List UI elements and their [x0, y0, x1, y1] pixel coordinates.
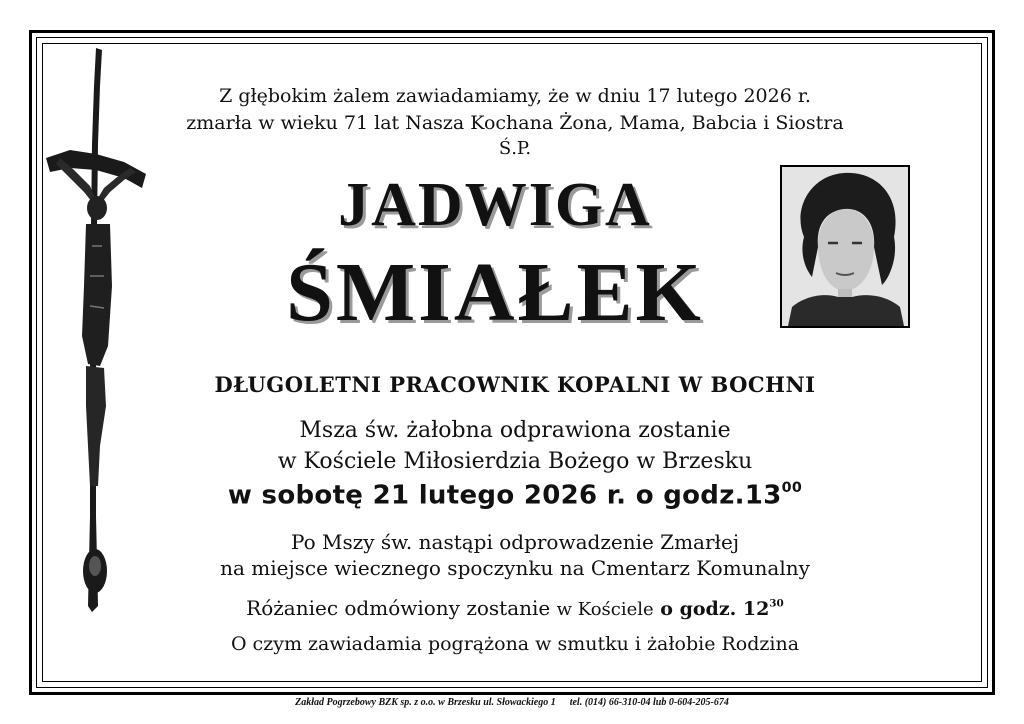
after-mass-line-2: na miejsce wiecznego spoczynku na Cmentarz Komunalny — [220, 556, 810, 580]
mass-date-minutes: 00 — [781, 480, 803, 496]
rosary-time-text: o godz. 12 — [653, 598, 770, 620]
after-mass-line-1: Po Mszy św. nastąpi odprowadzenie Zmarłej — [290, 530, 740, 554]
intro-line-2: zmarła w wieku 71 lat Nasza Kochana Żona, Mama, Babcia i Siostra — [186, 112, 844, 134]
mass-date — [140, 480, 890, 510]
footer-phones: tel. (014) 66-310-04 lub 0-604-205-674 — [569, 697, 729, 708]
rosary-text: Różaniec odmówiony zostanie — [246, 596, 557, 620]
occupation: DŁUGOLETNI PRACOWNIK KOPALNI W BOCHNI — [214, 372, 816, 397]
first-name: JADWIGA — [338, 171, 652, 239]
last-name: ŚMIAŁEK — [286, 246, 704, 339]
intro-line-1: Z głębokim żalem zawiadamiamy, że w dniu 17 lutego 2026 r. — [219, 85, 811, 107]
rosary-time — [654, 598, 784, 620]
rosary-minutes: 30 — [769, 597, 784, 610]
closing-line: O czym zawiadamia pogrążona w smutku i żałobie Rodzina — [230, 633, 800, 655]
portrait-photo — [780, 165, 910, 328]
footer — [0, 697, 1024, 708]
mass-date-text: w sobotę 21 lutego 2026 r. o godz.13 — [227, 480, 782, 511]
mass-line-1: Msza św. żałobna odprawiona zostanie — [299, 418, 731, 443]
footer-company: Zakład Pogrzebowy BZK sp. z o.o. w Brzesku ul. Słowackiego 1 — [295, 697, 556, 708]
sp-abbreviation: Ś.P. — [498, 138, 532, 159]
mass-line-2: w Kościele Miłosierdzia Bożego w Brzesku — [277, 449, 753, 474]
rosary-line — [140, 596, 890, 620]
rosary-place: w Kościele — [556, 599, 654, 620]
